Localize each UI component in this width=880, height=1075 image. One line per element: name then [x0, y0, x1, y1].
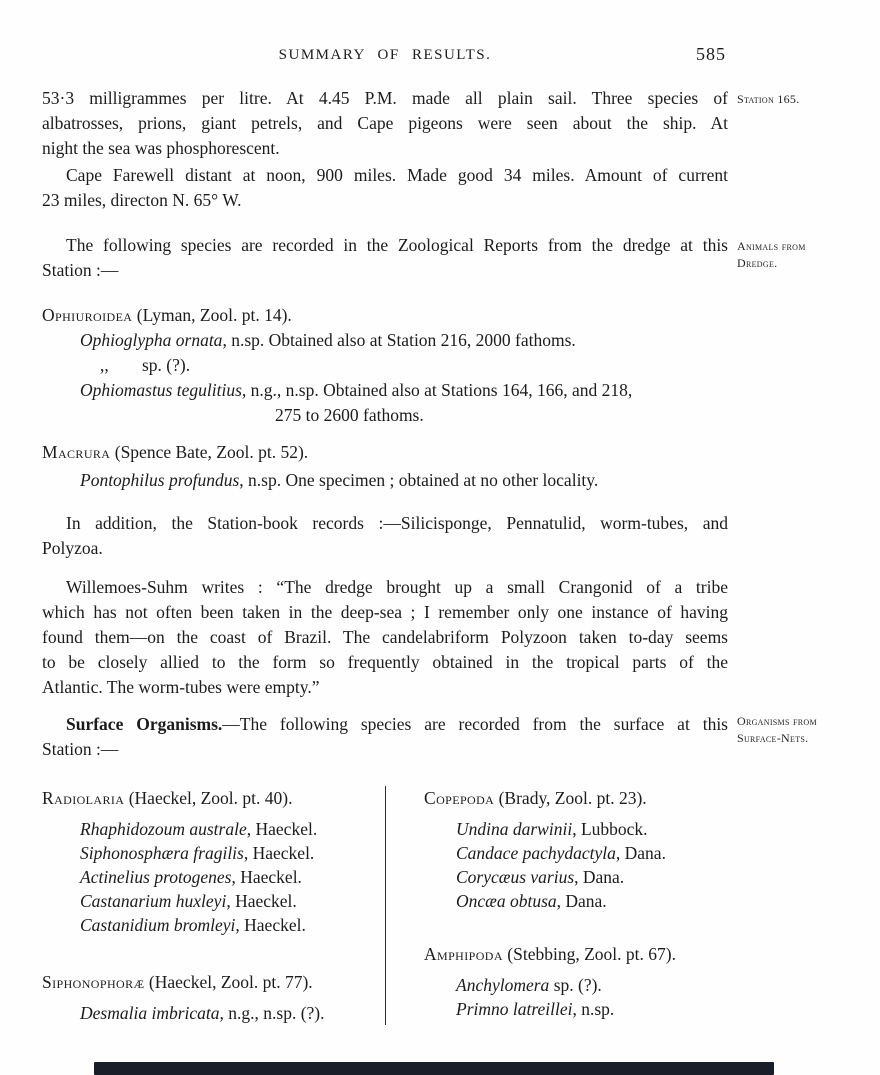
margin-note-line: Dredge. [737, 256, 778, 270]
species-entry [42, 889, 385, 913]
running-head [42, 46, 728, 64]
text-line: to be closely allied to the form so frequently obtained in the tropical parts of the [42, 652, 728, 672]
margin-note-line: Station 165. [737, 92, 800, 106]
species-name: Castanarium huxleyi [80, 891, 227, 911]
taxon-group-reference: (Lyman, Zool. pt. 14). [132, 305, 292, 325]
section-header-macrura [42, 440, 728, 465]
species-list-amphipoda [424, 973, 802, 1021]
text-line: Willemoes-Suhm writes : “The dredge brought up a small Crangonid of a tribe [66, 577, 728, 597]
species-entry [424, 865, 802, 889]
text-line: which has not often been taken in the deep-sea ; I remember only one instance of having [42, 602, 728, 622]
species-name: Undina darwinii [456, 819, 573, 839]
text-line: night the sea was phosphorescent. [42, 138, 280, 158]
paragraph-lead-label: Surface Organisms. [66, 714, 223, 734]
species-entry [424, 973, 802, 997]
species-note: , n.g., n.sp. (?). [219, 1003, 325, 1023]
species-name: Anchylomera [456, 975, 550, 995]
species-note: , Haeckel. [243, 843, 315, 863]
text-line: 53·3 milligrammes per litre. At 4.45 P.M. made all plain sail. Three species of [42, 88, 728, 108]
species-entry [42, 817, 385, 841]
species-name: Primno latreillei [456, 999, 573, 1019]
page-header-title: SUMMARY OF RESULTS. [278, 47, 492, 63]
species-name: Oncæa obtusa [456, 891, 557, 911]
margin-note-line: Animals from [737, 239, 806, 253]
text-line: Station :— [42, 739, 119, 759]
species-name: Desmalia imbricata [80, 1003, 220, 1023]
text-line: albatrosses, prions, giant petrels, and Cape pigeons were seen about the ship. At [42, 113, 728, 133]
species-name: Castanidium bromleyi [80, 915, 236, 935]
scan-edge-artifact [94, 1062, 774, 1075]
taxon-group-name: Siphonophoræ [42, 972, 145, 992]
text-line: found them—on the coast of Brazil. The candelabriform Polyzoon taken to-day seems [42, 627, 728, 647]
section-header-copepoda [424, 786, 802, 811]
section-header-siphonophorae [42, 970, 385, 995]
paragraph-surface-organisms-intro [42, 712, 728, 762]
species-entry [424, 841, 802, 865]
species-note: sp. (?). [142, 355, 191, 375]
taxon-group-reference: (Spence Bate, Zool. pt. 52). [110, 442, 309, 462]
species-note: , Dana. [574, 867, 625, 887]
species-entry [42, 913, 385, 937]
text-line: Polyzoa. [42, 538, 103, 558]
paragraph-lead-rest: —The following species are recorded from the surface at this [222, 714, 728, 734]
species-note: , n.sp. One specimen ; obtained at no other locality. [239, 470, 599, 490]
margin-note-line: Surface-Nets. [737, 731, 809, 745]
species-note: , Haeckel. [235, 915, 306, 935]
species-note: , Lubbock. [572, 819, 648, 839]
paragraph-zoological-reports-intro [42, 233, 728, 283]
species-note: , Haeckel. [246, 819, 318, 839]
section-header-ophiuroidea [42, 303, 728, 328]
species-name: Ophiomastus tegulitius [80, 380, 242, 400]
margin-note-station [737, 91, 857, 108]
species-name: Actinelius protogenes [80, 867, 232, 887]
species-list-radiolaria [42, 817, 385, 937]
species-entry [424, 889, 802, 913]
species-name: Ophioglypha ornata [80, 330, 223, 350]
species-entry [42, 378, 728, 403]
text-line: Cape Farewell distant at noon, 900 miles. Made good 34 miles. Amount of current [66, 165, 728, 185]
surface-column-right [386, 786, 802, 1025]
page-number: 585 [696, 44, 726, 64]
text-line: Atlantic. The worm-tubes were empty.” [42, 677, 320, 697]
species-note: , Haeckel. [231, 867, 302, 887]
surface-column-left [42, 786, 386, 1025]
species-name: Candace pachydactyla [456, 843, 616, 863]
text-line [42, 712, 728, 737]
species-name: Rhaphidozoum australe [80, 819, 247, 839]
species-entry [42, 468, 728, 493]
taxon-group-reference: (Stebbing, Zool. pt. 67). [502, 944, 676, 964]
species-name: Siphonosphæra fragilis [80, 843, 244, 863]
species-entry [42, 1001, 385, 1025]
species-note: , Haeckel. [226, 891, 297, 911]
taxon-group-name: Amphipoda [424, 944, 503, 964]
species-name: Pontophilus profundus [80, 470, 240, 490]
species-note: , n.sp. [572, 999, 615, 1019]
species-entry [42, 328, 728, 353]
paragraph-observations [42, 86, 728, 161]
species-entry [42, 841, 385, 865]
taxon-group-reference: (Haeckel, Zool. pt. 40). [124, 788, 293, 808]
margin-note-animals-from-dredge [737, 238, 857, 272]
text-line: 23 miles, directon N. 65° W. [42, 190, 242, 210]
taxon-group-name: Ophiuroidea [42, 305, 133, 325]
taxon-group-name: Macrura [42, 442, 111, 462]
margin-note-line: Organisms from [737, 714, 817, 728]
species-entry-continuation: 275 to 2600 fathoms. [275, 405, 424, 425]
species-note: , Dana. [556, 891, 607, 911]
text-line: In addition, the Station-book records :—Silicisponge, Pennatulid, worm-tubes, and [66, 513, 728, 533]
ditto-mark: ,, [100, 355, 109, 375]
text-line: The following species are recorded in the Zoological Reports from the dredge at this [66, 235, 728, 255]
species-entry [42, 353, 728, 378]
species-entry [424, 997, 802, 1021]
taxon-group-reference: (Haeckel, Zool. pt. 77). [144, 972, 313, 992]
species-note: , n.g., n.sp. Obtained also at Stations 164, 166, and 218, [241, 380, 633, 400]
species-list-copepoda [424, 817, 802, 913]
species-list-siphonophorae [42, 1001, 385, 1025]
taxon-group-reference: (Brady, Zool. pt. 23). [494, 788, 647, 808]
paragraph-cape-farewell [42, 163, 728, 213]
paragraph-willemoes-suhm-quote [42, 575, 728, 700]
section-header-amphipoda [424, 942, 802, 967]
margin-note-organisms-from-surface-nets [737, 713, 857, 747]
species-note: , Dana. [615, 843, 666, 863]
text-line: Station :— [42, 260, 119, 280]
section-header-radiolaria [42, 786, 385, 811]
species-entry [424, 817, 802, 841]
species-note: sp. (?). [549, 975, 602, 995]
species-list-ophiuroidea [42, 328, 728, 428]
taxon-group-name: Copepoda [424, 788, 495, 808]
species-entry [42, 865, 385, 889]
surface-organisms-columns [42, 786, 802, 1025]
species-note: , n.sp. Obtained also at Station 216, 2000 fathoms. [222, 330, 576, 350]
species-name: Corycæus varius [456, 867, 575, 887]
species-list-macrura [42, 468, 728, 493]
paragraph-station-book-records [42, 511, 728, 561]
taxon-group-name: Radiolaria [42, 788, 125, 808]
